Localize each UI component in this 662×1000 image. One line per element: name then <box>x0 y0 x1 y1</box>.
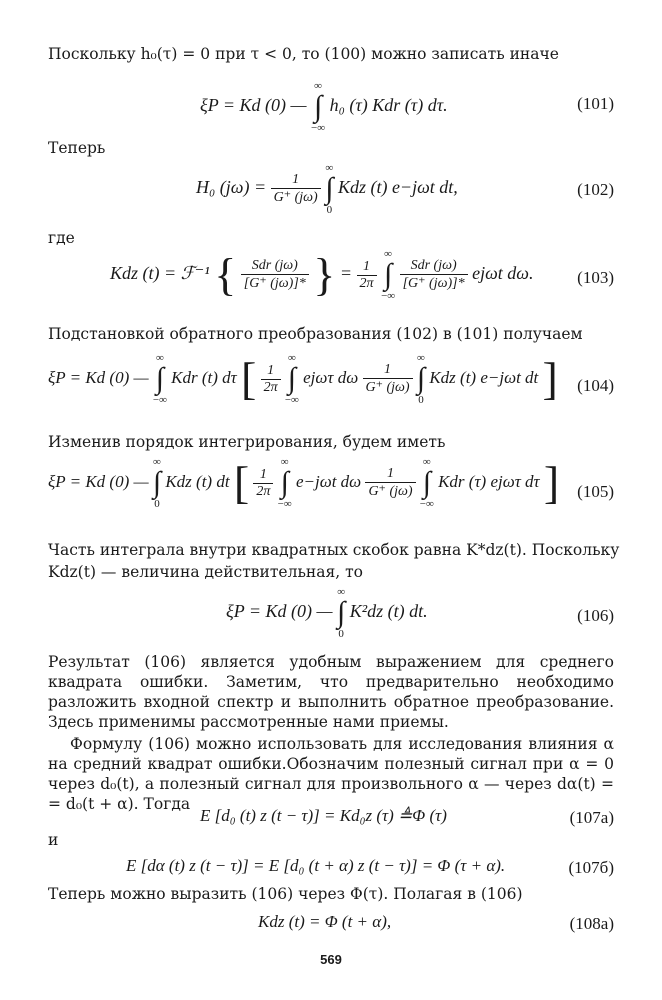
integral-sign: ∞ ∫ −∞ <box>419 456 434 510</box>
integral-sign: ∞ ∫ −∞ <box>381 248 396 302</box>
text-line-intro: Поскольку h₀(τ) = 0 при τ < 0, то (100) можно записать иначе <box>48 45 559 63</box>
integral-sign: ∞ ∫ 0 <box>416 352 426 406</box>
fraction: $\frac{1}{G^+ (j\omega)}$ <box>363 362 413 396</box>
integral-sign: ∞ ∫ −∞ <box>311 80 326 134</box>
text-line-real-value: Kdz(t) — величина действительная, то <box>48 563 364 581</box>
equation-number-101: (101) <box>577 94 614 113</box>
fraction: $\frac{1}{2\pi}$ <box>261 363 281 396</box>
equation-104: ξP = Kd (0) — ∞ ∫ −∞ Kdr (t) dτ [ $\frac{1}{2\pi}$ ∞ ∫ −∞ ejωτ dω $\frac{1}{G^+ (j\omega)}$ ∞ ∫ 0 Kdz (t) e−jωt dt ] <box>48 352 558 406</box>
text-line-express: Теперь можно выразить (106) через Φ(τ). Полагая в (106) <box>48 885 523 903</box>
equation-106: ξP = Kd (0) — ∞ ∫ 0 K²dz (t) dt. <box>226 586 428 640</box>
eq101-lhs: ξP = Kd (0) — <box>200 95 307 116</box>
text-line-substitution: Подстановкой обратного преобразования (102) в (101) получаем <box>48 325 583 343</box>
paragraph-result: Результат (106) является удобным выражением для среднего квадрата ошибки. Заметим, что предварительно необходимо разложить входной спектр и выполнить обратное преобразование. Здесь применимы рассмотренные нами приемы. <box>48 653 614 731</box>
integral-sign: ∞ ∫ 0 <box>337 586 346 640</box>
equation-number-103: (103) <box>577 268 614 287</box>
text-line-bracket-part: Часть интеграла внутри квадратных скобок равна K*dz(t). Поскольку <box>48 541 620 559</box>
text-line-order: Изменив порядок интегрирования, будем иметь <box>48 433 446 451</box>
text-line-and: и <box>48 831 59 849</box>
fraction: $\frac{1}{2\pi}$ <box>357 259 377 292</box>
equation-number-107b: (107б) <box>568 858 614 877</box>
equation-102: H₀ (jω) = $\frac{1}{G^+ (j\omega)}$ ∞ ∫ 0 Kdz (t) e−jωt dt, <box>196 162 458 216</box>
equation-108a: Kdz (t) = Φ (t + α), <box>258 912 392 931</box>
fraction: $\frac{1}{G^+ (j\omega)}$ <box>365 466 415 500</box>
eq101-integrand: h₀ (τ) Kdr (τ) dτ. <box>329 95 448 116</box>
equation-number-106: (106) <box>577 606 614 625</box>
equation-105: ξP = Kd (0) — ∞ ∫ 0 Kdz (t) dt [ $\frac{1}{2\pi}$ ∞ ∫ −∞ e−jωt dω $\frac{1}{G^+ (j\omega)}$ ∞ ∫ −∞ Kdr (τ) ejωτ dτ ] <box>48 456 560 510</box>
text-line-teper: Теперь <box>48 139 106 157</box>
fraction: $\frac{\text{Sdr (jω)}}{[G^+ (j\omega)]*}$ <box>241 258 309 292</box>
equation-107a: E [d₀ (t) z (t − τ)] = Kd₀z (τ) ≜Φ (τ) <box>200 806 447 825</box>
integral-sign: ∞ ∫ −∞ <box>152 352 167 406</box>
fraction: $\frac{\text{Sdr (jω)}}{[G^+ (j\omega)]*}$ <box>400 258 468 292</box>
fraction: $\frac{1}{2\pi}$ <box>253 467 273 500</box>
integral-sign: ∞ ∫ 0 <box>152 456 162 510</box>
equation-101 <box>200 80 448 134</box>
equation-107b: E [dα (t) z (t − τ)] = E [d₀ (t + α) z (t − τ)] = Φ (τ + α). <box>126 856 506 875</box>
equation-number-104: (104) <box>577 376 614 395</box>
equation-number-108a: (108a) <box>569 914 614 933</box>
page-number: 569 <box>320 952 342 967</box>
text-line-gde: где <box>48 229 75 247</box>
integral-sign: ∞ ∫ −∞ <box>284 352 299 406</box>
equation-103: Kdz (t) = ℱ⁻¹ { $\frac{\text{Sdr (jω)}}{[G^+ (j\omega)]*}$ } = $\frac{1}{2\pi}$ ∞ ∫ −∞ $\frac{\text{Sdr (jω)}}{[G^+ (j\omega)]*}$ ejωt dω. <box>110 248 534 302</box>
equation-number-102: (102) <box>577 180 614 199</box>
equation-number-105: (105) <box>577 482 614 501</box>
fraction: $\frac{1}{G^+ (j\omega)}$ <box>271 172 321 206</box>
integral-sign: ∞ ∫ 0 <box>325 162 334 216</box>
integral-sign: ∞ ∫ −∞ <box>277 456 292 510</box>
equation-number-107a: (107a) <box>569 808 614 827</box>
paragraph-formula-use: Формулу (106) можно использовать для исследования влияния α на средний квадрат ошибки.Обозначим полезный сигнал при α = 0 через d₀(t), а полезный сигнал для произвольного α — через dα(t) = = d₀(t + α). Тогда <box>48 735 614 813</box>
